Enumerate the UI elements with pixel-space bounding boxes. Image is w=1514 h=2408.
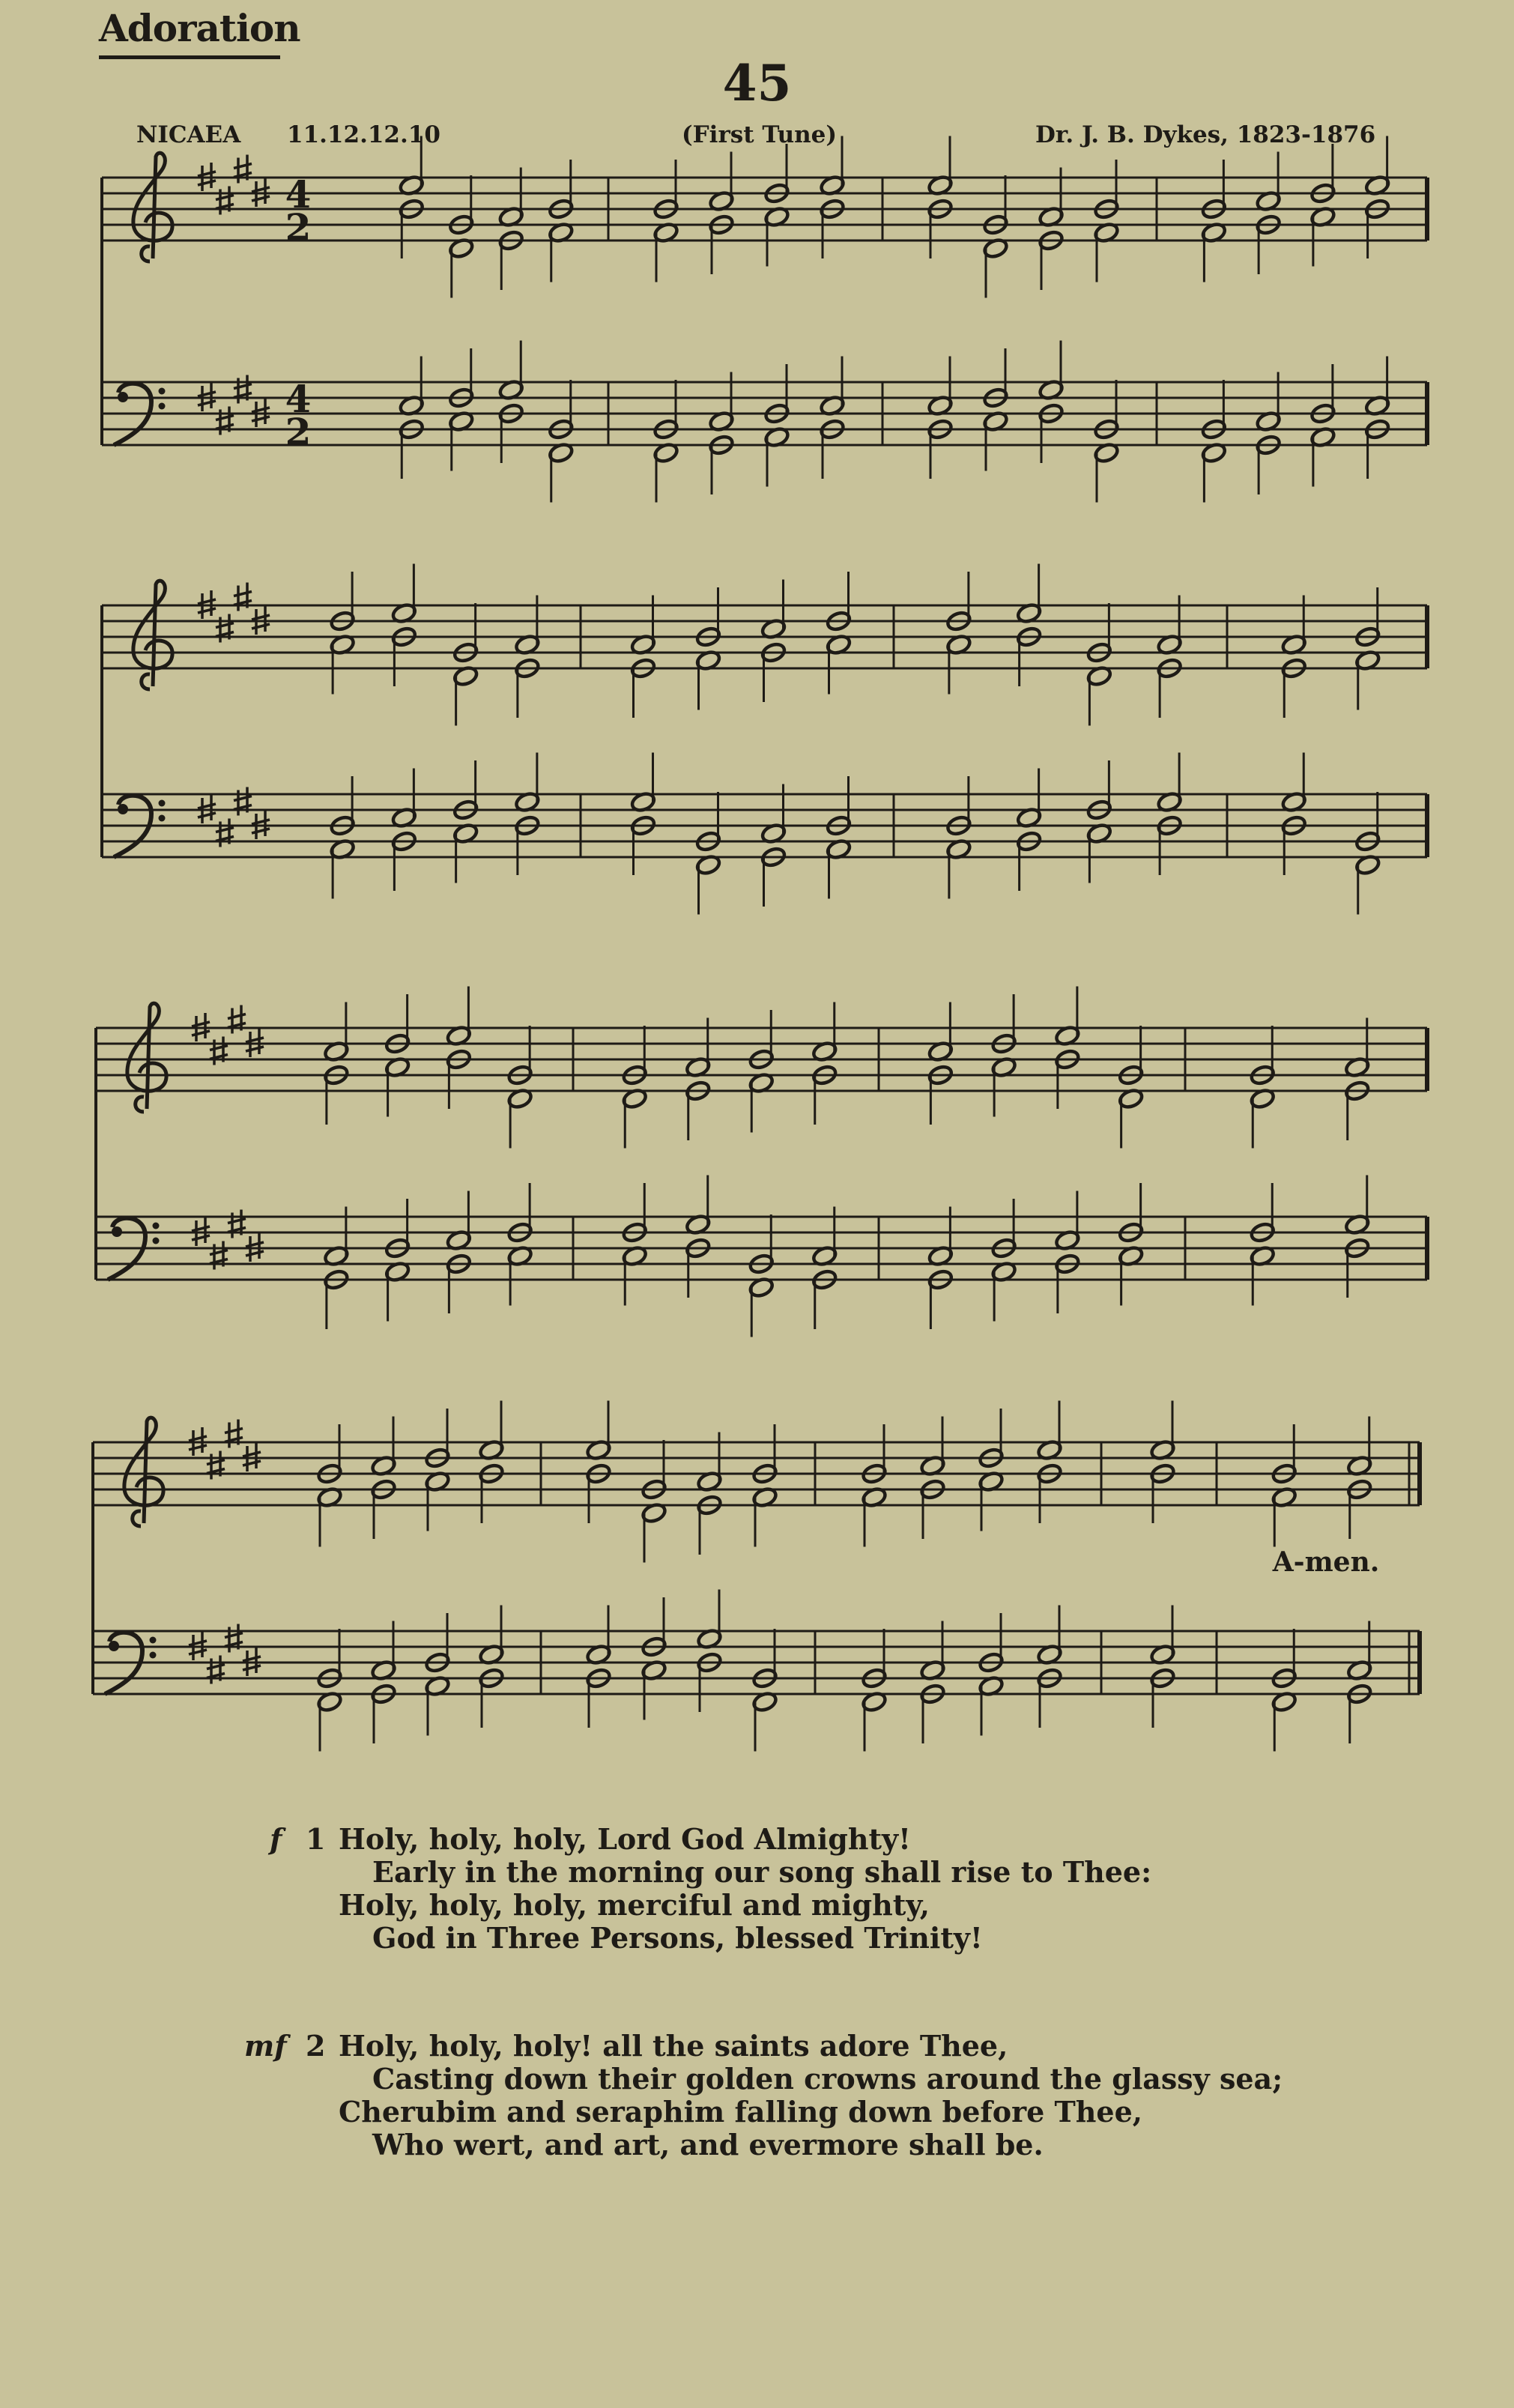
bass-clef-dot <box>153 1223 160 1229</box>
verse-line: God in Three Persons, blessed Trinity! <box>372 1921 983 1955</box>
verse-line: Early in the morning our song shall rise to Thee: <box>372 1855 1152 1889</box>
sharp-sign <box>225 1624 243 1653</box>
sharp-sign <box>225 1420 243 1448</box>
sharp-sign <box>207 1451 225 1480</box>
treble-clef <box>124 1418 163 1526</box>
time-signature-bottom: 2 <box>285 205 312 249</box>
verse-number: 1 <box>306 1822 326 1856</box>
time-signature-bottom: 2 <box>285 410 312 454</box>
section-title: Adoration <box>99 6 300 50</box>
verse-line: Casting down their golden crowns around the glassy sea; <box>372 2062 1283 2096</box>
sharp-sign <box>210 1037 228 1065</box>
sharp-sign <box>216 819 234 847</box>
sharp-sign <box>216 614 234 643</box>
sharp-sign <box>228 1005 246 1034</box>
composer-credit: Dr. J. B. Dykes, 1823-1876 <box>1035 121 1376 148</box>
verse-line: Cherubim and seraphim falling down before Thee, <box>339 2095 1143 2129</box>
sharp-sign <box>228 1210 246 1238</box>
tune-label: (First Tune) <box>682 121 838 148</box>
sharp-sign <box>210 1241 228 1270</box>
sharp-sign <box>234 787 252 816</box>
sharp-sign <box>234 583 252 611</box>
bass-clef-dot <box>159 815 166 822</box>
verse-number: 2 <box>306 2029 326 2063</box>
treble-clef <box>133 581 172 689</box>
bass-clef-dot <box>159 800 166 807</box>
bass-clef-dot <box>112 1226 122 1237</box>
time-signature-top: 4 <box>285 172 312 217</box>
sharp-sign <box>234 155 252 184</box>
verse-line: Who wert, and art, and evermore shall be. <box>372 2128 1044 2162</box>
verse-line: Holy, holy, holy! all the saints adore Thee, <box>339 2029 1008 2063</box>
bass-clef-dot <box>118 804 128 814</box>
sharp-sign <box>216 407 234 435</box>
sharp-sign <box>234 375 252 404</box>
verse-dynamic: f <box>270 1822 282 1856</box>
sharp-sign <box>207 1656 225 1684</box>
bass-clef-dot <box>150 1652 157 1659</box>
bass-clef-dot <box>150 1637 157 1644</box>
verse-line: Holy, holy, holy, Lord God Almighty! <box>339 1822 911 1856</box>
tune-meter: 11.12.12.10 <box>287 121 440 148</box>
sharp-sign <box>216 187 234 215</box>
amen-label: A-men. <box>1272 1546 1380 1578</box>
bass-clef-dot <box>159 388 166 395</box>
bass-clef-dot <box>159 403 166 410</box>
verse-dynamic: mf <box>244 2029 287 2063</box>
hymn-number: 45 <box>722 54 792 112</box>
time-signature-top: 4 <box>285 377 312 421</box>
bass-clef-dot <box>153 1238 160 1244</box>
tune-name: NICAEA <box>136 121 241 148</box>
verse-line: Holy, holy, holy, merciful and mighty, <box>339 1888 930 1922</box>
bass-clef-dot <box>109 1641 119 1651</box>
bass-clef-dot <box>118 392 128 402</box>
treble-clef <box>127 1003 166 1112</box>
treble-clef <box>133 153 172 261</box>
